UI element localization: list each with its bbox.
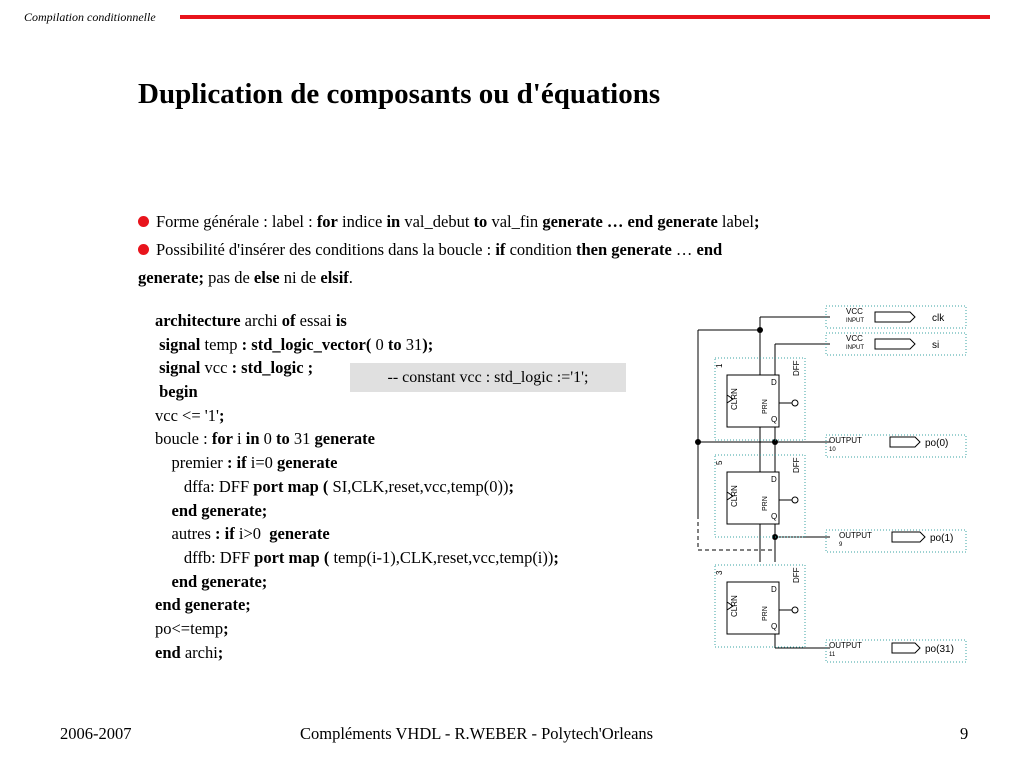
footer-page-number: 9 bbox=[960, 724, 969, 743]
text-run: ; bbox=[553, 547, 559, 567]
text-run: end bbox=[696, 240, 723, 259]
code-line bbox=[155, 499, 559, 523]
input-tag-2: INPUT bbox=[846, 345, 864, 351]
text-run: archi bbox=[180, 642, 218, 662]
text-run: generate; bbox=[138, 268, 204, 287]
text-run: else bbox=[253, 268, 280, 287]
text-run: 0 bbox=[259, 429, 277, 449]
text-run: ; bbox=[218, 405, 225, 425]
bullet-dot-icon bbox=[138, 216, 149, 227]
dff-type-label: DFF bbox=[792, 567, 801, 583]
text-run: port map ( bbox=[254, 547, 330, 567]
text-run: elsif bbox=[320, 268, 349, 287]
text-run: port map ( bbox=[253, 476, 329, 496]
text-run: pas de bbox=[203, 268, 254, 287]
dff-q-label: Q bbox=[771, 512, 778, 521]
text-run: generate bbox=[269, 524, 330, 544]
dff-block bbox=[715, 565, 805, 647]
output-po1-label: po(1) bbox=[930, 533, 954, 544]
text-run: then generate bbox=[576, 240, 672, 259]
text-run: val_debut bbox=[400, 212, 474, 231]
dff-d-label: D bbox=[771, 475, 777, 484]
bullet-item bbox=[138, 208, 898, 236]
text-run: i=0 bbox=[246, 453, 278, 473]
text-run: : if bbox=[215, 524, 235, 544]
bullet-item bbox=[138, 236, 898, 264]
code-line bbox=[155, 522, 559, 546]
dff-number: 1 bbox=[715, 363, 724, 368]
dff-prn-label: PRN bbox=[762, 399, 769, 414]
code-line bbox=[155, 475, 559, 499]
output-pin-po1 bbox=[826, 530, 966, 552]
text-run: ; bbox=[508, 476, 514, 496]
code-line bbox=[155, 451, 559, 475]
text-run: ; bbox=[754, 212, 760, 231]
code-line bbox=[155, 404, 559, 428]
input-tag-1: VCC bbox=[846, 334, 863, 343]
comment-callout: -- constant vcc : std_logic :='1'; bbox=[350, 363, 626, 392]
slide-title: Duplication de composants ou d'équations bbox=[138, 78, 661, 110]
output-pin-po31 bbox=[826, 640, 966, 662]
text-run: generate bbox=[277, 453, 338, 473]
text-run: temp(i-1),CLK,reset,vcc,temp(i)) bbox=[329, 547, 554, 567]
dff-q-label: Q bbox=[771, 415, 778, 424]
text-run: generate … end generate bbox=[542, 212, 718, 231]
input-tag-1: VCC bbox=[846, 307, 863, 316]
input-clk-label: clk bbox=[932, 313, 945, 324]
input-pin-si bbox=[826, 333, 966, 355]
dff-q-label: Q bbox=[771, 622, 778, 631]
section-label: Compilation conditionnelle bbox=[24, 10, 156, 24]
text-run: val_fin bbox=[487, 212, 543, 231]
text-run: for bbox=[316, 212, 338, 231]
text-run: to bbox=[276, 429, 290, 449]
dff-type-label: DFF bbox=[792, 457, 801, 473]
text-run: indice bbox=[337, 212, 387, 231]
text-run: for bbox=[211, 429, 233, 449]
text-run: vcc <= '1' bbox=[155, 405, 219, 425]
dff-number: 5 bbox=[715, 460, 724, 465]
dff-prn-label: PRN bbox=[762, 496, 769, 511]
output-num: 11 bbox=[829, 652, 836, 658]
text-run: : if bbox=[226, 453, 247, 473]
output-tag: OUTPUT bbox=[839, 531, 872, 540]
footer-course: Compléments VHDL - R.WEBER - Polytech'Orleans bbox=[300, 724, 654, 743]
bullet-list bbox=[138, 208, 898, 292]
text-run: Possibilité d'insérer des conditions dans la boucle : bbox=[156, 240, 496, 259]
text-run: in bbox=[386, 212, 401, 231]
text-run: end bbox=[155, 642, 181, 662]
input-si-label: si bbox=[932, 340, 940, 351]
text-run: if bbox=[495, 240, 506, 259]
text-run: end generate; bbox=[155, 571, 268, 591]
code-line bbox=[155, 593, 559, 617]
text-run: : std_logic_vector( bbox=[241, 334, 372, 354]
code-line bbox=[155, 309, 559, 333]
text-run: to bbox=[473, 212, 488, 231]
text-run: autres bbox=[155, 524, 216, 544]
text-run: is bbox=[335, 311, 347, 330]
bullet-item bbox=[138, 264, 898, 292]
text-run: temp bbox=[200, 334, 242, 354]
output-po0-label: po(0) bbox=[925, 438, 949, 449]
text-run: ; bbox=[223, 618, 229, 638]
dff-prn-label: PRN bbox=[762, 606, 769, 621]
output-po31-label: po(31) bbox=[925, 644, 954, 655]
dff-chain-schematic bbox=[680, 300, 980, 670]
text-run: … bbox=[671, 240, 697, 259]
input-tag-2: INPUT bbox=[846, 318, 864, 324]
bullet-dot-icon bbox=[138, 244, 149, 255]
text-run: of bbox=[281, 311, 296, 330]
text-run: architecture bbox=[155, 311, 241, 330]
text-run: end generate; bbox=[155, 500, 268, 520]
text-run: in bbox=[245, 429, 260, 449]
header-divider bbox=[180, 15, 990, 19]
footer-year: 2006-2007 bbox=[60, 724, 132, 743]
text-run: to bbox=[387, 334, 402, 354]
output-pin-po0 bbox=[826, 435, 966, 457]
text-run: signal bbox=[155, 334, 201, 354]
text-run: 31 bbox=[289, 429, 315, 449]
text-run: 0 bbox=[371, 334, 388, 354]
text-run: essai bbox=[295, 311, 336, 330]
text-run: Forme générale : label : bbox=[156, 212, 317, 231]
text-run: : std_logic ; bbox=[231, 358, 314, 378]
dff-d-label: D bbox=[771, 585, 777, 594]
code-line bbox=[155, 546, 559, 570]
text-run: begin bbox=[155, 382, 198, 402]
text-run: ni de bbox=[279, 268, 321, 287]
dff-blocks bbox=[715, 358, 805, 647]
output-tag: OUTPUT bbox=[829, 436, 862, 445]
text-run: archi bbox=[240, 311, 282, 330]
dff-clrn-label: CLRN bbox=[730, 388, 739, 410]
text-run: SI,CLK,reset,vcc,temp(0)) bbox=[328, 476, 509, 496]
text-run: po<=temp bbox=[155, 618, 224, 638]
input-pin-clk bbox=[826, 306, 966, 328]
dff-clrn-label: CLRN bbox=[730, 595, 739, 617]
text-run: condition bbox=[505, 240, 577, 259]
text-run: generate bbox=[314, 429, 375, 449]
code-line bbox=[155, 333, 559, 357]
text-run: dffa: DFF bbox=[155, 476, 254, 496]
text-run: vcc bbox=[200, 358, 232, 378]
text-run: premier bbox=[155, 453, 227, 473]
text-run: 31 bbox=[401, 334, 423, 354]
output-num: 9 bbox=[839, 542, 843, 548]
text-run: label bbox=[717, 212, 754, 231]
output-num: 10 bbox=[829, 447, 836, 453]
code-line bbox=[155, 617, 559, 641]
output-tag: OUTPUT bbox=[829, 641, 862, 650]
text-run: boucle : bbox=[155, 429, 212, 449]
code-line bbox=[155, 427, 559, 451]
code-line bbox=[155, 570, 559, 594]
text-run: signal bbox=[155, 358, 201, 378]
dff-d-label: D bbox=[771, 378, 777, 387]
text-run: i bbox=[232, 429, 246, 449]
code-line bbox=[155, 641, 559, 665]
text-run: end generate; bbox=[155, 595, 251, 615]
dff-number: 3 bbox=[715, 570, 724, 575]
text-run: ); bbox=[422, 334, 434, 354]
dff-clrn-label: CLRN bbox=[730, 485, 739, 507]
text-run: dffb: DFF bbox=[155, 547, 255, 567]
text-run: ; bbox=[217, 642, 224, 662]
dff-type-label: DFF bbox=[792, 360, 801, 376]
text-run: i>0 bbox=[234, 524, 270, 544]
text-run: . bbox=[348, 268, 353, 287]
